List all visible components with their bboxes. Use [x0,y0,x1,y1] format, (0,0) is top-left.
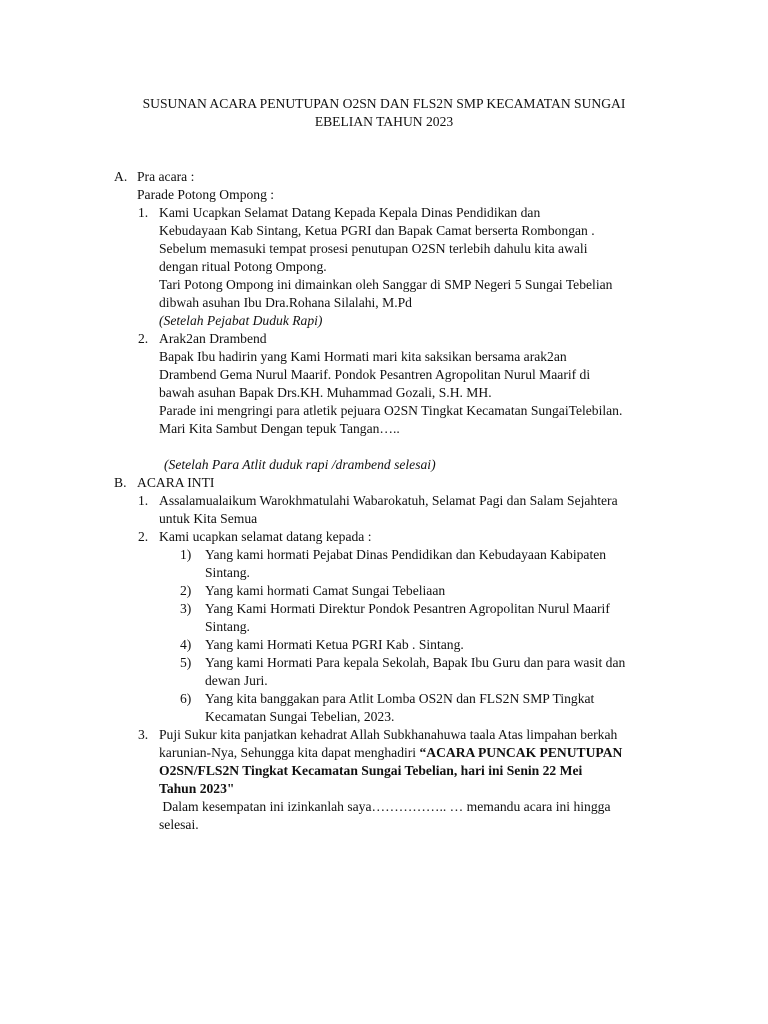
sublist-number: 6) [180,691,192,706]
section-b-item-1 [114,492,684,528]
section-a-item-2 [114,330,684,438]
list-number: 2. [138,331,149,346]
list-number: 2. [138,529,149,544]
text-line: Bapak Ibu hadirin yang Kami Hormati mari kita saksikan bersama arak2an [159,349,567,364]
text-plain: karunian-Nya, Sehungga kita dapat menghadiri [159,745,420,760]
document-body [114,168,684,834]
text-line: dibwah asuhan Ibu Dra.Rohana Silalahi, M.Pd [159,295,412,310]
event-name-bold: Tahun 2023" [159,781,235,796]
subitem-text [114,600,684,636]
text-line: bawah asuhan Bapak Drs.KH. Muhammad Gozali, S.H. MH. [159,385,492,400]
sublist-number: 5) [180,655,192,670]
event-name-bold: O2SN/FLS2N Tingkat Kecamatan Sungai Tebelian, hari ini Senin 22 Mei [159,763,583,778]
text-line: Kami ucapkan selamat datang kepada : [159,529,372,544]
subitem-text [114,654,684,690]
text-line: Mari Kita Sambut Dengan tepuk Tangan….. [159,421,400,436]
text-line: Yang kami hormati Pejabat Dinas Pendidikan dan Kebudayaan Kabipaten [205,547,607,562]
text-line: dengan ritual Potong Ompong. [159,259,327,274]
text-line: Arak2an Drambend [159,331,267,346]
list-number: 3. [138,727,149,742]
section-b-item-1-text [114,492,684,528]
text-line [159,744,684,762]
title-line-1: SUSUNAN ACARA PENUTUPAN O2SN DAN FLS2N SMP KECAMATAN SUNGAI [142,96,626,111]
text-line: Parade ini mengringi para atletik pejuara O2SN Tingkat Kecamatan SungaiTelebilan. [159,403,623,418]
document-title [90,95,678,131]
text-line: Sintang. [205,565,250,580]
subitem-text [114,636,684,654]
event-name-bold: “ACARA PUNCAK PENUTUPAN [419,745,623,760]
text-line: Drambend Gema Nurul Maarif. Pondok Pesantren Agropolitan Nurul Maarif di [159,367,591,382]
text-line: Dalam kesempatan ini izinkanlah saya…………….. … memandu acara ini hingga [159,799,611,814]
text-line: Sebelum memasuki tempat prosesi penutupan O2SN terlebih dahulu kita awali [159,241,588,256]
welcome-subitem-2 [114,582,684,600]
section-b-title: ACARA INTI [137,475,215,490]
welcome-subitem-1 [114,546,684,582]
welcome-subitem-3 [114,600,684,636]
text-line: Yang kita banggakan para Atlit Lomba OS2N dan FLS2N SMP Tingkat [205,691,595,706]
list-number: 1. [138,493,149,508]
welcome-subitem-6 [114,690,684,726]
subitem-text [114,582,684,600]
list-number: 1. [138,205,149,220]
sublist-number: 2) [180,583,192,598]
section-a-title: Pra acara : [137,169,195,184]
section-a-subheading: Parade Potong Ompong : [137,187,275,202]
subitem-text [114,546,684,582]
title-line-2: EBELIAN TAHUN 2023 [314,114,454,129]
section-b-heading [114,474,684,492]
section-b-item-2 [114,528,684,546]
text-line: Yang kami hormati Camat Sungai Tebeliaan [205,583,446,598]
welcome-subitem-4 [114,636,684,654]
section-a-item-1 [114,204,684,330]
sublist-number: 3) [180,601,192,616]
section-a-heading [114,168,684,186]
section-a-item-1-text [114,204,684,330]
section-b-item-3 [114,726,684,834]
section-a-marker: A. [114,169,128,184]
section-a-item-2-text [114,330,684,438]
text-line: selesai. [159,817,199,832]
section-b-item-3-text [114,726,684,834]
text-line: Yang kami Hormati Ketua PGRI Kab . Sintang. [205,637,464,652]
welcome-subitem-5 [114,654,684,690]
sublist-number: 4) [180,637,192,652]
subitem-text [114,690,684,726]
stage-note: (Setelah Pejabat Duduk Rapi) [159,313,323,328]
text-line: Sintang. [205,619,250,634]
text-line: Assalamualaikum Warokhmatulahi Wabarokatuh, Selamat Pagi dan Salam Sejahtera [159,493,618,508]
sublist-number: 1) [180,547,192,562]
text-line: untuk Kita Semua [159,511,258,526]
section-a-note: (Setelah Para Atlit duduk rapi /drambend selesai) [164,457,436,472]
text-line: Kebudayaan Kab Sintang, Ketua PGRI dan Bapak Camat berserta Rombongan . [159,223,595,238]
text-line: dewan Juri. [205,673,268,688]
section-b-marker: B. [114,475,127,490]
text-line: Yang Kami Hormati Direktur Pondok Pesantren Agropolitan Nurul Maarif [205,601,610,616]
text-line: Kami Ucapkan Selamat Datang Kepada Kepala Dinas Pendidikan dan [159,205,541,220]
text-line: Yang kami Hormati Para kepala Sekolah, Bapak Ibu Guru dan para wasit dan [205,655,626,670]
spacer [114,438,684,456]
text-line: Kecamatan Sungai Tebelian, 2023. [205,709,395,724]
text-line: Puji Sukur kita panjatkan kehadrat Allah Subkhanahuwa taala Atas limpahan berkah [159,727,618,742]
text-line: Tari Potong Ompong ini dimainkan oleh Sanggar di SMP Negeri 5 Sungai Tebelian [159,277,613,292]
